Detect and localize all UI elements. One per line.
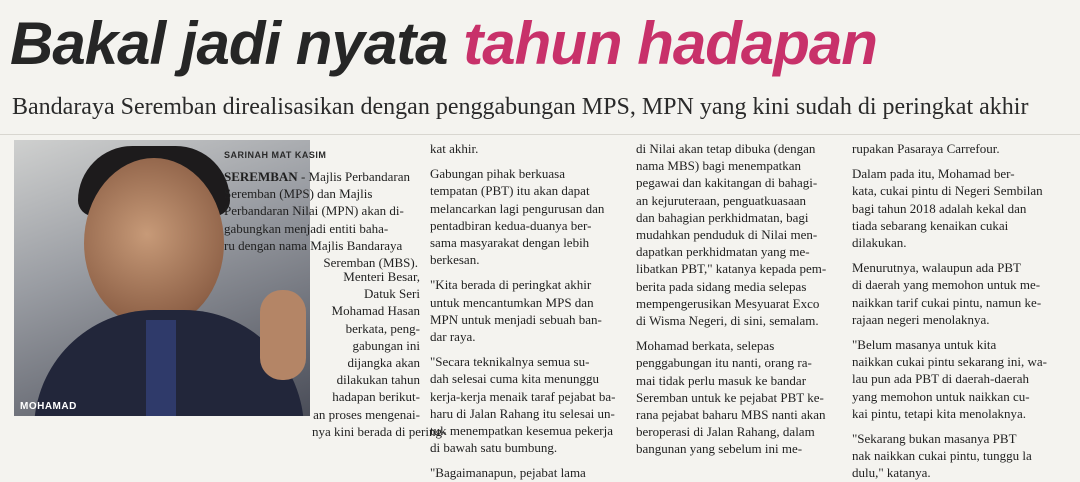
column-4-line: dulu," katanya. xyxy=(852,465,931,481)
column-2-line: melancarkan lagi pengurusan dan xyxy=(430,200,605,216)
column-4-line: "Sekarang bukan masanya PBT xyxy=(852,431,1017,447)
column-3-line: beroperasi di Jalan Rahang, dalam xyxy=(636,424,815,440)
article-column-4 xyxy=(852,140,1064,482)
column-4-line: rajaan negeri menolaknya. xyxy=(852,311,990,327)
column-3-line: Seremban untuk ke pejabat PBT ke- xyxy=(636,389,824,405)
column-2-line: MPN untuk menjadi sebuah ban- xyxy=(430,311,602,327)
column-1-line: Seremban (MPS) dan Majlis xyxy=(224,186,373,202)
column-4-line: di daerah yang memohon untuk me- xyxy=(852,277,1041,293)
column-1-line: Mohamad Hasan xyxy=(331,303,420,319)
column-1-line: SEREMBAN - Majlis Perbandaran xyxy=(224,169,410,184)
column-2-line: pentadbiran kedua-duanya ber- xyxy=(430,217,592,233)
photo-face xyxy=(84,158,224,328)
photo-hand xyxy=(260,290,306,380)
headline-part-2: tahun hadapan xyxy=(463,10,877,77)
column-2-line: dah selesai cuma kita menunggu xyxy=(430,371,599,387)
column-4-line: bagi tahun 2018 adalah kekal dan xyxy=(852,200,1027,216)
article-column-1 xyxy=(224,168,418,271)
column-3-line: an kejuruteraan, penguatkuasaan xyxy=(636,192,807,208)
column-1-line: berkata, peng- xyxy=(345,320,420,336)
paragraph-gap xyxy=(430,456,630,464)
column-4-line: lau pun ada PBT di daerah-daerah xyxy=(852,371,1029,387)
column-3-line: penggabungan itu nanti, orang ra- xyxy=(636,355,812,371)
column-4-line: Menurutnya, walaupun ada PBT xyxy=(852,260,1021,276)
column-3-line: nama MBS) bagi menempatkan xyxy=(636,158,801,174)
paragraph-gap xyxy=(852,251,1064,259)
article-column-3 xyxy=(636,140,846,458)
column-1-line: Datuk Seri xyxy=(364,286,420,302)
column-3-line: dapatkan perkhidmatan yang me- xyxy=(636,244,810,260)
article-column-2 xyxy=(430,140,630,482)
column-2-line: "Secara teknikalnya semua su- xyxy=(430,354,590,370)
column-2-line: "Kita berada di peringkat akhir xyxy=(430,277,592,293)
column-1-line: hadapan berikut- xyxy=(332,389,420,405)
column-3-line: pegawai dan kakitangan di bahagi- xyxy=(636,175,818,191)
column-1-line: gabungan ini xyxy=(352,337,420,353)
column-3-line: rana pejabat baharu MBS nanti akan xyxy=(636,407,826,423)
column-1-line: gabungkan menjadi entiti baha- xyxy=(224,220,389,236)
headline xyxy=(10,4,877,84)
column-4-line: nak naikkan cukai pintu, tunggu la xyxy=(852,448,1032,464)
column-2-line: "Bagaimanapun, pejabat lama xyxy=(430,465,586,481)
column-4-line: Dalam pada itu, Mohamad ber- xyxy=(852,166,1015,182)
paragraph-gap xyxy=(852,328,1064,336)
paragraph-gap xyxy=(636,329,846,337)
column-4-line: dilakukan. xyxy=(852,235,907,251)
column-2-line: berkesan. xyxy=(430,252,480,268)
column-4-line: kata, cukai pintu di Negeri Sembilan xyxy=(852,183,1043,199)
column-3-line: bangunan yang sebelum ini me- xyxy=(636,441,803,457)
subheadline: Bandaraya Seremban direalisasikan dengan penggabungan MPS, MPN yang kini sudah di peringkat akhir xyxy=(12,94,1029,120)
column-4-line: tiada sebarang kenaikan cukai xyxy=(852,217,1009,233)
column-3-line: libatkan PBT," katanya kepada pem- xyxy=(636,261,827,277)
column-1-line: Menteri Besar, xyxy=(343,269,420,284)
column-2-line: untuk mencantumkan MPS dan xyxy=(430,294,594,310)
column-2-line: tuk menempatkan kesemua pekerja xyxy=(430,423,614,439)
column-3-line: di Nilai akan tetap dibuka (dengan xyxy=(636,141,816,156)
column-1-line: nya kini berada di pering- xyxy=(312,423,447,439)
column-2-line: dar raya. xyxy=(430,329,476,345)
column-3-line: mai tidak perlu masuk ke bandar xyxy=(636,372,807,388)
divider xyxy=(0,134,1080,135)
column-1-line: dilakukan tahun xyxy=(336,372,420,388)
paragraph-gap xyxy=(430,157,630,165)
paragraph-gap xyxy=(852,157,1064,165)
column-1-line: ru dengan nama Majlis Bandaraya xyxy=(224,237,403,253)
article-column-1-narrow xyxy=(312,268,447,440)
column-4-line: naikkan cukai pintu sekarang ini, wa- xyxy=(852,354,1047,370)
paragraph-gap xyxy=(852,422,1064,430)
column-1-line: an proses mengenai- xyxy=(313,406,420,422)
photo-caption: MOHAMAD xyxy=(20,401,77,412)
column-3-line: mudahkan penduduk di Nilai men- xyxy=(636,227,818,243)
dateline: SEREMBAN xyxy=(224,169,298,184)
column-4-line: "Belum masanya untuk kita xyxy=(852,337,997,353)
column-2-line: Gabungan pihak berkuasa xyxy=(430,166,566,182)
column-4-line: naikkan tarif cukai pintu, namun ke- xyxy=(852,294,1042,310)
column-3-line: dan bahagian perkhidmatan, bagi xyxy=(636,209,809,225)
column-3-line: berita pada sidang media selepas xyxy=(636,278,807,294)
column-4-line: rupakan Pasaraya Carrefour. xyxy=(852,141,1000,156)
column-2-line: di bawah satu bumbung. xyxy=(430,440,558,456)
headline-part-1: Bakal jadi nyata xyxy=(10,10,448,77)
column-1-line: dijangka akan xyxy=(347,355,420,371)
column-4-line: yang memohon untuk naikkan cu- xyxy=(852,388,1030,404)
column-2-line: haru di Jalan Rahang itu selesai un- xyxy=(430,405,615,421)
column-2-line: tempatan (PBT) itu akan dapat xyxy=(430,183,590,199)
byline: SARINAH MAT KASIM xyxy=(224,150,327,160)
paragraph-gap xyxy=(430,345,630,353)
column-1-line: Seremban (MBS). xyxy=(323,255,418,271)
paragraph-gap xyxy=(430,268,630,276)
column-3-line: mempengerusikan Mesyuarat Exco xyxy=(636,295,820,311)
column-2-line: kat akhir. xyxy=(430,141,479,156)
column-3-line: Mohamad berkata, selepas xyxy=(636,338,775,354)
photo-tie xyxy=(146,320,176,416)
column-2-line: kerja-kerja menaik taraf pejabat ba- xyxy=(430,388,616,404)
column-4-line: kai pintu, tetapi kita menolaknya. xyxy=(852,405,1027,421)
column-2-line: sama masyarakat dengan lebih xyxy=(430,235,590,251)
column-1-line: Perbandaran Nilai (MPN) akan di- xyxy=(224,203,404,219)
column-3-line: di Wisma Negeri, di sini, semalam. xyxy=(636,313,819,329)
